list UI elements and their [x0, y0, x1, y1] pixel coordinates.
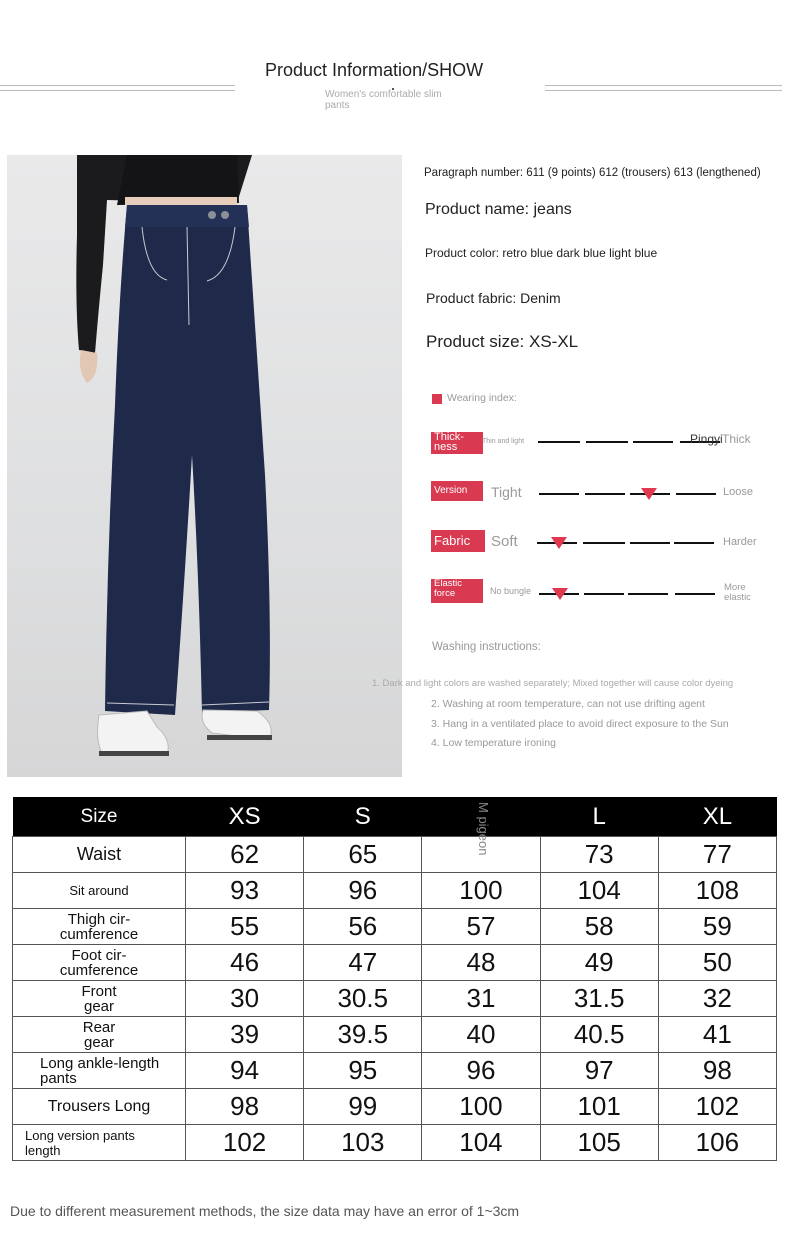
- cell: 101: [540, 1089, 658, 1125]
- cell: 93: [186, 873, 304, 909]
- fabric-right: Harder: [723, 536, 757, 548]
- thickness-seg-3: [633, 441, 673, 443]
- table-row: [13, 873, 777, 909]
- cell: 39.5: [304, 1017, 422, 1053]
- fabric-seg-2: [583, 542, 625, 544]
- thickness-seg-1: [538, 441, 580, 443]
- cell: 31: [422, 981, 540, 1017]
- cell: 96: [422, 1053, 540, 1089]
- washing-item-4: 4. Low temperature ironing: [431, 737, 556, 749]
- cell: 104: [540, 873, 658, 909]
- row-label: Thigh cir- cumference: [13, 909, 186, 945]
- cell: 77: [658, 837, 776, 873]
- cell: 59: [658, 909, 776, 945]
- tag-fabric: Fabric: [431, 530, 485, 552]
- cell: 100: [422, 873, 540, 909]
- paragraph-number: Paragraph number: 611 (9 points) 612 (trousers) 613 (lengthened): [424, 167, 761, 179]
- row-label: Long ankle-length pants: [13, 1053, 186, 1089]
- row-label: Waist: [13, 837, 186, 873]
- cell: 62: [186, 837, 304, 873]
- row-label: Trousers Long: [13, 1089, 186, 1125]
- row-label: Long version pants length: [13, 1125, 186, 1161]
- header-s: S: [304, 797, 422, 837]
- m-column-watermark: M pigeon: [476, 802, 491, 856]
- cell: 39: [186, 1017, 304, 1053]
- cell: 102: [186, 1125, 304, 1161]
- cell: 100: [422, 1089, 540, 1125]
- fabric-left: Soft: [491, 533, 518, 550]
- cell: 50: [658, 945, 776, 981]
- product-size: Product size: XS-XL: [426, 332, 579, 351]
- table-row: [13, 1053, 777, 1089]
- header-xs: XS: [186, 797, 304, 837]
- measurement-note: Due to different measurement methods, the size data may have an error of 1~3cm: [10, 1203, 520, 1219]
- cell: 46: [186, 945, 304, 981]
- table-row: [13, 909, 777, 945]
- row-label: Sit around: [13, 873, 186, 909]
- table-row: [13, 1089, 777, 1125]
- cell: 65: [304, 837, 422, 873]
- cell: 73: [540, 837, 658, 873]
- table-row: [13, 945, 777, 981]
- cell: 30.5: [304, 981, 422, 1017]
- tag-elastic: Elastic force: [431, 579, 483, 603]
- washing-item-1: 1. Dark and light colors are washed separately; Mixed together will cause color dyeing: [372, 678, 734, 689]
- product-fabric: Product fabric: Denim: [426, 290, 561, 306]
- elastic-indicator-icon: [552, 588, 568, 600]
- product-photo: [7, 155, 402, 777]
- cell: 40.5: [540, 1017, 658, 1053]
- cell: 103: [304, 1125, 422, 1161]
- cell: 97: [540, 1053, 658, 1089]
- header-rule-left: [0, 85, 235, 91]
- fabric-seg-3: [630, 542, 670, 544]
- table-row: [13, 1017, 777, 1053]
- fabric-seg-4: [674, 542, 714, 544]
- model-jeans-illustration: [7, 155, 402, 777]
- version-right: Loose: [723, 486, 753, 498]
- page-subtitle: Women's comfortable slim pants: [325, 89, 442, 111]
- product-name: Product name: jeans: [425, 201, 572, 218]
- cell: 104: [422, 1125, 540, 1161]
- washing-item-3: 3. Hang in a ventilated place to avoid direct exposure to the Sun: [431, 718, 729, 730]
- cell: 47: [304, 945, 422, 981]
- cell: 106: [658, 1125, 776, 1161]
- washing-item-2: 2. Washing at room temperature, can not use drifting agent: [431, 698, 705, 710]
- version-seg-2: [585, 493, 625, 495]
- fabric-indicator-icon: [551, 537, 567, 549]
- elastic-seg-2: [584, 593, 624, 595]
- cell: 102: [658, 1089, 776, 1125]
- size-table: [12, 797, 777, 1161]
- thickness-overlay: Pingyi: [690, 432, 723, 446]
- version-left: Tight: [491, 484, 522, 500]
- cell: 105: [540, 1125, 658, 1161]
- cell: 57: [422, 909, 540, 945]
- cell: 55: [186, 909, 304, 945]
- row-label: Rear gear: [13, 1017, 186, 1053]
- wearing-index-marker: [432, 394, 442, 404]
- cell: 30: [186, 981, 304, 1017]
- row-label: Foot cir- cumference: [13, 945, 186, 981]
- cell: 108: [658, 873, 776, 909]
- cell: 96: [304, 873, 422, 909]
- tag-version: Version: [431, 481, 483, 501]
- cell: 40: [422, 1017, 540, 1053]
- cell: 58: [540, 909, 658, 945]
- size-table-header: [13, 797, 777, 837]
- version-seg-1: [539, 493, 579, 495]
- page-title: Product Information/SHOW: [265, 60, 484, 80]
- cell: 94: [186, 1053, 304, 1089]
- cell: 41: [658, 1017, 776, 1053]
- tag-thickness: Thick-ness: [431, 432, 483, 454]
- thickness-left: Thin and light: [482, 438, 525, 445]
- cell: 49: [540, 945, 658, 981]
- thickness-seg-2: [586, 441, 628, 443]
- elastic-right: More elastic: [724, 582, 751, 603]
- elastic-left: No bungle: [490, 586, 532, 596]
- version-indicator-icon: [641, 488, 657, 500]
- table-row: [13, 837, 777, 873]
- version-seg-4: [676, 493, 716, 495]
- cell: 48: [422, 945, 540, 981]
- cell: 98: [186, 1089, 304, 1125]
- elastic-seg-4: [675, 593, 715, 595]
- cell: 31.5: [540, 981, 658, 1017]
- thickness-right: Thick: [722, 432, 751, 446]
- cell: 32: [658, 981, 776, 1017]
- cell: 99: [304, 1089, 422, 1125]
- cell: 56: [304, 909, 422, 945]
- header-l: L: [540, 797, 658, 837]
- row-label: Front gear: [13, 981, 186, 1017]
- wearing-index-label: Wearing index:: [447, 392, 517, 404]
- cell: 95: [304, 1053, 422, 1089]
- header-rule-right: [545, 85, 782, 91]
- elastic-seg-3: [628, 593, 668, 595]
- table-row: [13, 1125, 777, 1161]
- product-color: Product color: retro blue dark blue light blue: [425, 246, 658, 260]
- table-row: [13, 981, 777, 1017]
- header-xl: XL: [658, 797, 776, 837]
- cell: 98: [658, 1053, 776, 1089]
- washing-title: Washing instructions:: [432, 641, 541, 653]
- header-size: Size: [13, 797, 186, 837]
